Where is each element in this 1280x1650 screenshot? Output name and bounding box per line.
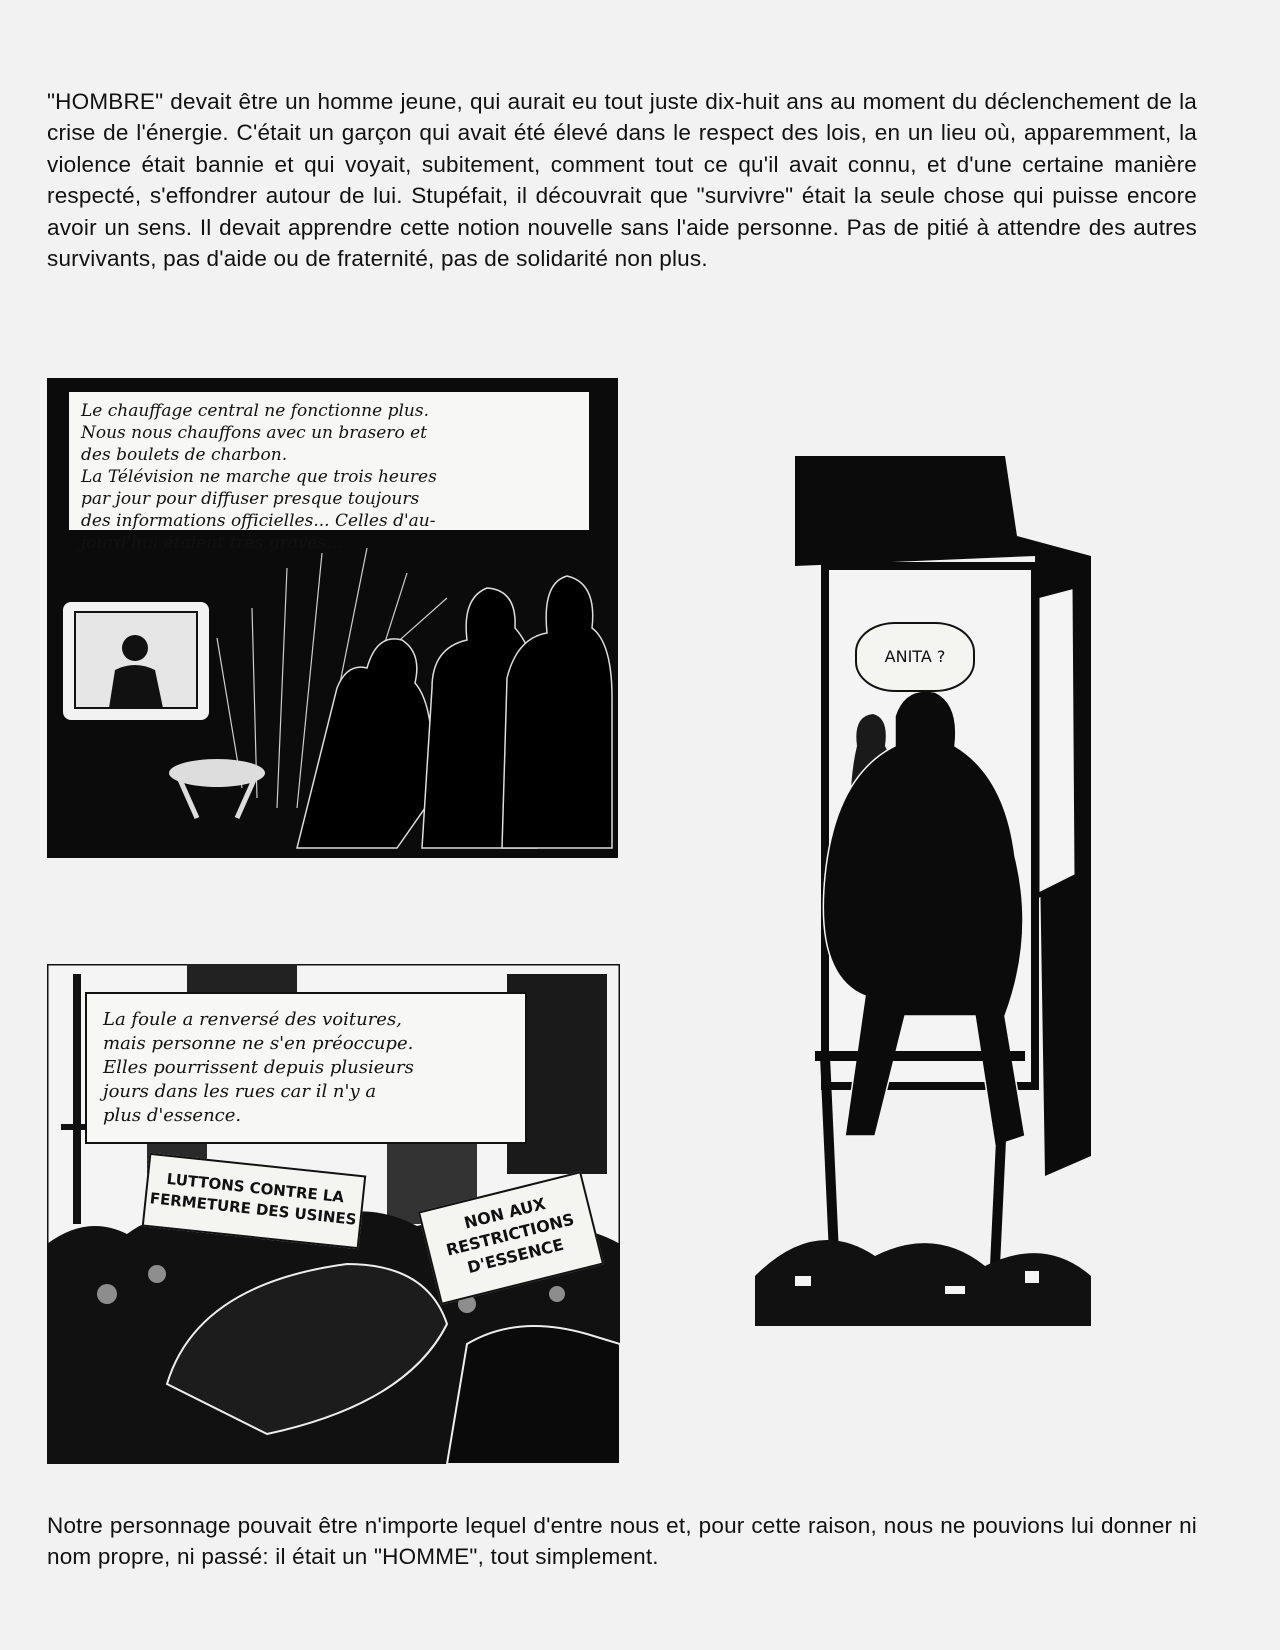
comic-panel-seated-man (755, 456, 1091, 1366)
comic-panel-riot (47, 964, 620, 1464)
tv-panel-caption: Le chauffage central ne fonctionne plus. Nous nous chauffons avec un brasero et des boulets de charbon. La Télévision ne marche que trois heures par jour pour diffuser presque toujours des informations officielles... Celles d'au- jourd'hui étaient très graves... (69, 392, 589, 530)
protest-banner-factories: LUTTONS CONTRE LA FERMETURE DES USINES (142, 1153, 367, 1249)
riot-panel-caption: La foule a renversé des voitures, mais personne ne s'en préoccupe. Elles pourrissent depuis plusieurs jours dans les rues car il n'y a plus d'essence. (85, 992, 527, 1144)
panel-man-artwork (755, 456, 1091, 1366)
intro-paragraph: "HOMBRE" devait être un homme jeune, qui aurait eu tout juste dix-huit ans au moment du déclenchement de la crise de l'énergie. C'était un garçon qui avait été élevé dans le respect des lois, en un lieu où, apparemment, la violence était bannie et qui voyait, subitement, comment tout ce qu'il avait connu, et d'une certaine manière respecté, s'effondrer autour de lui. Stupéfait, il découvrait que "survivre" était la seule chose qui puisse encore avoir un sens. Il devait apprendre cette notion nouvelle sans l'aide personne. Pas de pitié à attendre des autres survivants, pas d'aide ou de fraternité, pas de solidarité non plus. (47, 89, 1197, 272)
speech-bubble-anita: ANITA ? (855, 622, 975, 692)
outro-paragraph: Notre personnage pouvait être n'importe lequel d'entre nous et, pour cette raison, nous ne pouvions lui donner ni nom propre, ni passé: il était un "HOMME", tout simplement. (47, 1513, 1197, 1570)
comic-panel-television (47, 378, 618, 858)
protest-banner-fuel: NON AUX RESTRICTIONS D'ESSENCE (418, 1171, 604, 1305)
parked-car (447, 1326, 620, 1464)
